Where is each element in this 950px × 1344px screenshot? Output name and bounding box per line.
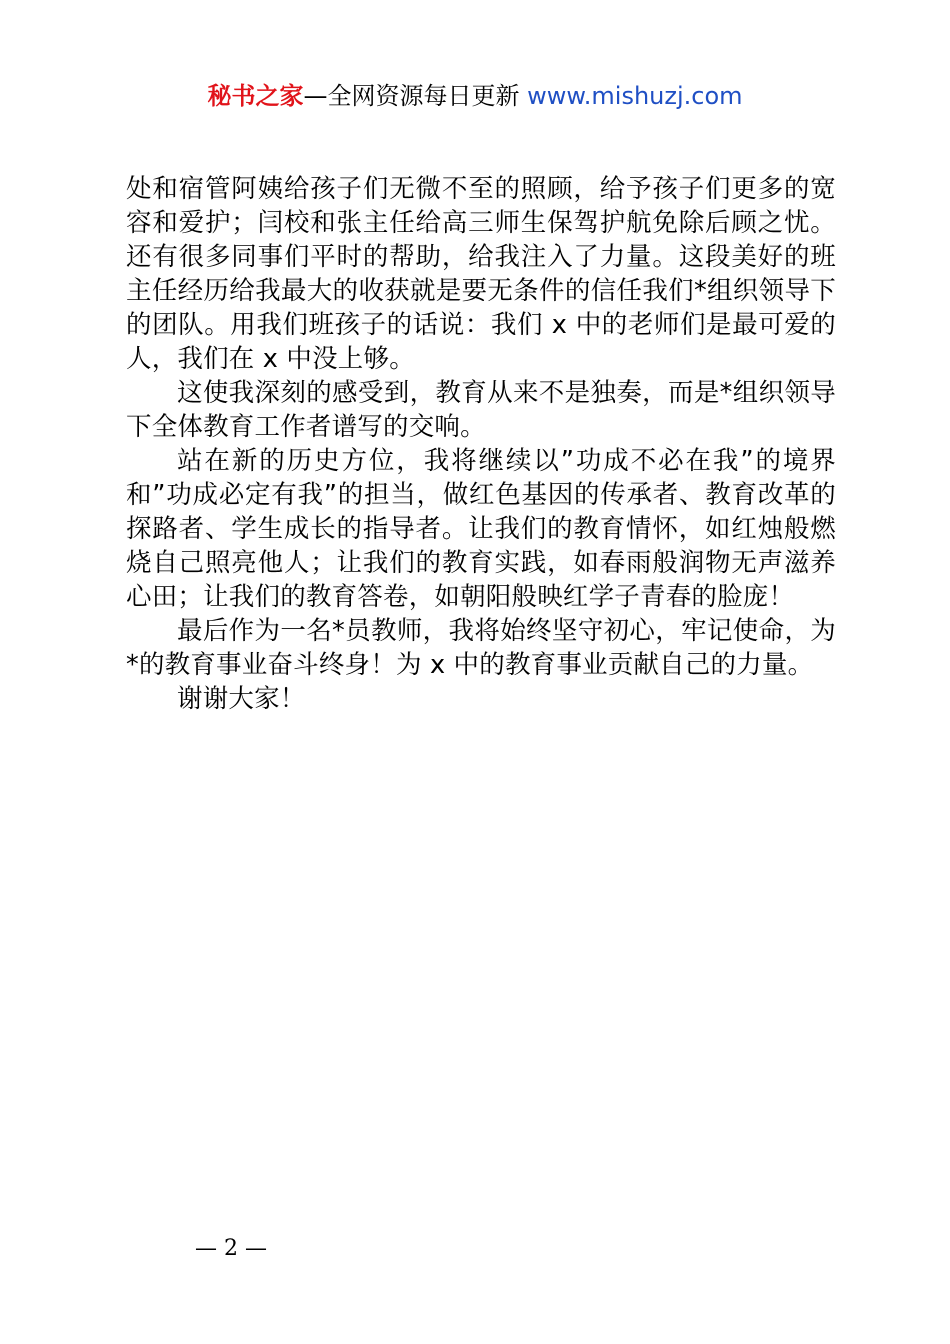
paragraph-reflection: 这使我深刻的感受到，教育从来不是独奏，而是*组织领导下全体教育工作者谱写的交响。 — [126, 378, 836, 442]
document-body — [126, 172, 836, 716]
page-number: — 2 — — [195, 1236, 267, 1261]
site-tagline: —全网资源每日更新 — [303, 82, 520, 110]
paragraph-continuation: 处和宿管阿姨给孩子们无微不至的照顾，给予孩子们更多的宽容和爱护；闫校和张主任给高三师生保驾护航免除后顾之忧。还有很多同事们平时的帮助，给我注入了力量。这段美好的班主任经历给我最大的收获就是要无条件的信任我们*组织领导下的团队。用我们班孩子的话说：我们 x 中的老师们是最可爱的人，我们在 x 中没上够。 — [126, 174, 836, 374]
site-url[interactable]: www.mishuzj.com — [527, 82, 743, 110]
paragraph-thanks: 谢谢大家！ — [177, 684, 306, 714]
site-brand: 秘书之家 — [207, 82, 304, 110]
site-header — [0, 80, 950, 112]
paragraph-commitment: 站在新的历史方位，我将继续以”功成不必在我”的境界和”功成必定有我”的担当，做红色基因的传承者、教育改革的探路者、学生成长的指导者。让我们的教育情怀，如红烛般燃烧自己照亮他人；让我们的教育实践，如春雨般润物无声滋养心田；让我们的教育答卷，如朝阳般映红学子青春的脸庞！ — [126, 446, 836, 612]
paragraph-pledge: 最后作为一名*员教师，我将始终坚守初心，牢记使命，为*的教育事业奋斗终身！为 x 中的教育事业贡献自己的力量。 — [126, 616, 836, 680]
